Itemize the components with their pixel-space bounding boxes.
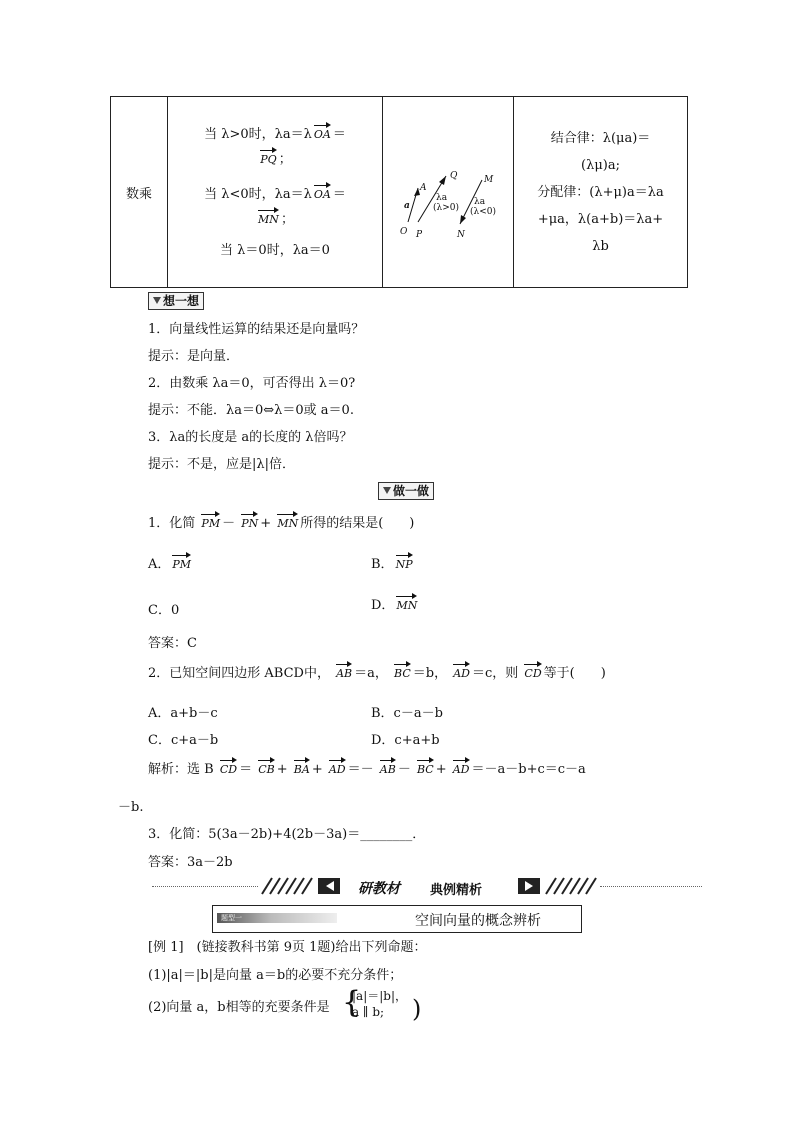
right-paren: ) <box>412 995 422 1023</box>
topic-tag: 题型一 <box>217 913 337 923</box>
banner-dotted-line-left <box>152 886 258 887</box>
do-q2-solution: 解析：选 B CD ＝ CB + BA + AD ＝－ AB － BC + AD ＝－a－b+c＝c－a <box>148 758 586 777</box>
vector-mn: MN <box>277 512 298 530</box>
label-cond-1: (λ>0) <box>433 203 459 213</box>
left-brace: { <box>342 985 362 1020</box>
do-q3: 3．化简：5(3a－2b)+4(2b－3a)＝________． <box>148 827 426 842</box>
law-line-1: 结合律：λ(μa)＝ <box>550 130 651 146</box>
q2-option-b: B．c－a－b <box>371 706 443 721</box>
label-p: P <box>416 230 423 240</box>
label-a-vector: a <box>404 201 410 211</box>
banner-dotted-line-right <box>600 886 702 887</box>
do-q3-answer: 答案：3a－2b <box>148 855 233 870</box>
vector-mn: MN <box>396 594 417 612</box>
law-line-3: 分配律：(λ+μ)a＝λa <box>537 184 664 200</box>
label-m: M <box>484 175 494 185</box>
think-heading: 想一想 <box>148 292 204 310</box>
do-q2-solution-cont: －b. <box>118 800 144 815</box>
laws-cell <box>514 97 688 288</box>
vector-ad: AD <box>453 662 470 680</box>
cases-cell <box>168 97 383 288</box>
triangle-icon <box>383 487 391 494</box>
q2-option-a: A．a+b－c <box>148 706 218 721</box>
example-line-1: [例 1] (链接教科书第 9页 1题)给出下列命题： <box>148 940 427 955</box>
example-line-2: (1)|a|＝|b|是向量 a＝b的必要不充分条件； <box>148 968 403 983</box>
brace-top: |a|＝|b|， <box>352 989 408 1003</box>
case-zero: 当 λ＝0时，λa＝0 <box>220 242 330 258</box>
arrowhead-n <box>460 215 466 224</box>
option-d: D． MN <box>371 594 419 613</box>
banner-left-title: 研教材 <box>358 881 400 897</box>
think-q3: 3．λa的长度是 a的长度的 λ倍吗？ <box>148 430 353 445</box>
do-heading: 做一做 <box>378 482 434 500</box>
topic-title: 空间向量的概念辨析 <box>415 913 541 929</box>
do-q1-answer: 答案：C <box>148 636 197 651</box>
vector-bc: BC <box>417 758 434 776</box>
case-negative-result: MN ； <box>168 207 382 232</box>
banner-stripes-left <box>258 877 340 895</box>
case-positive-result: PQ ； <box>168 147 382 172</box>
label-o: O <box>400 227 408 237</box>
option-a: A． PM <box>148 553 193 572</box>
think-q1: 1．向量线性运算的结果还是向量吗？ <box>148 322 365 337</box>
vector-mn: MN <box>258 208 279 226</box>
option-c: C．0 <box>148 603 180 618</box>
vector-cd: CD <box>524 662 541 680</box>
do-q2: 2．已知空间四边形 ABCD中， AB ＝a， BC ＝b， AD ＝c，则 CD 等于( ) <box>148 662 606 681</box>
row-label: 数乘 <box>111 97 168 288</box>
vector-pq: PQ <box>260 148 276 166</box>
vector-np: NP <box>396 553 413 571</box>
vector-ab: AB <box>380 758 396 776</box>
vector-oa: OA <box>314 123 331 141</box>
figure-cell <box>383 97 514 288</box>
do-q1: 1．化简 PM － PN + MN 所得的结果是( ) <box>148 512 414 531</box>
q2-option-d: D．c+a+b <box>371 733 440 748</box>
vector-oa: OA <box>314 183 331 201</box>
vector-ad: AD <box>329 758 346 776</box>
brace-bottom: a ∥ b; <box>352 1005 385 1019</box>
label-a-point: A <box>420 183 427 193</box>
label-lambda-a-1: λa <box>436 193 448 203</box>
case-negative: 当 λ<0时，λa＝λ OA ＝ <box>168 182 382 207</box>
think-a3: 提示：不是，应是|λ|倍． <box>148 457 295 472</box>
q2-option-c: C．c+a－b <box>148 733 219 748</box>
banner-stripes-right <box>518 877 600 895</box>
arrowhead-q <box>439 176 446 185</box>
vector-ad: AD <box>453 758 470 776</box>
vector-pm: PM <box>201 512 220 530</box>
label-q: Q <box>450 171 458 181</box>
vector-pm: PM <box>172 553 191 571</box>
topic-box <box>212 905 582 933</box>
case-positive: 当 λ>0时，λa＝λ OA ＝ <box>168 122 382 147</box>
vector-pn: PN <box>241 512 258 530</box>
think-a1: 提示：是向量． <box>148 349 240 364</box>
vector-cb: CB <box>258 758 275 776</box>
scalar-multiplication-table <box>110 96 688 288</box>
think-q2: 2．由数乘 λa＝0，可否得出 λ＝0? <box>148 376 356 391</box>
law-line-4: +μa，λ(a+b)＝λa+ <box>537 211 664 227</box>
vector-ba: BA <box>294 758 310 776</box>
vector-figure <box>384 142 512 242</box>
label-n: N <box>457 230 465 240</box>
think-a2: 提示：不能．λa＝0⇔λ＝0或 a＝0. <box>148 403 354 418</box>
label-cond-2: (λ<0) <box>470 207 496 217</box>
label-lambda-a-2: λa <box>474 197 486 207</box>
example-line-3: (2)向量 a，b相等的充要条件是 <box>148 1000 330 1015</box>
triangle-icon <box>153 297 161 304</box>
law-line-5: λb <box>592 238 609 254</box>
law-line-2: (λμ)a; <box>581 157 620 173</box>
vector-bc: BC <box>394 662 411 680</box>
option-b: B． NP <box>371 553 415 572</box>
vector-ab: AB <box>336 662 352 680</box>
vector-cd: CD <box>220 758 237 776</box>
banner-right-title: 典例精析 <box>430 883 483 898</box>
